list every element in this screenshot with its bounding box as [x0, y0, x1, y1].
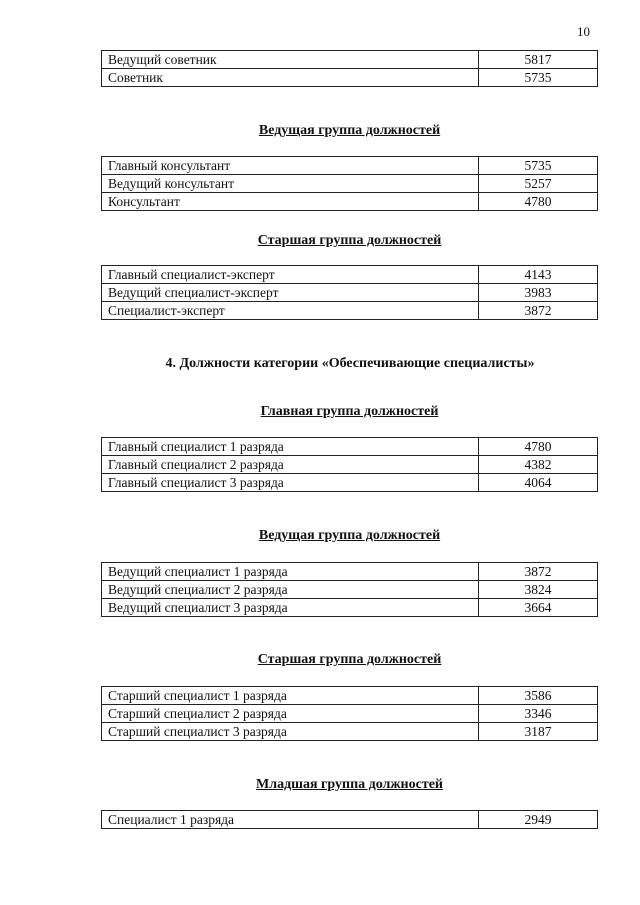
salary-table — [101, 437, 598, 492]
salary-value: 5735 — [479, 69, 598, 87]
table-row — [102, 474, 598, 492]
position-name: Специалист-эксперт — [102, 302, 479, 320]
salary-value: 3824 — [479, 581, 598, 599]
salary-value: 3872 — [479, 302, 598, 320]
position-name: Консультант — [102, 193, 479, 211]
salary-table-continuation — [101, 50, 598, 87]
table-row — [102, 51, 598, 69]
position-name: Ведущий специалист 1 разряда — [102, 563, 479, 581]
table-row — [102, 157, 598, 175]
salary-value: 2949 — [479, 811, 598, 829]
salary-table — [101, 265, 598, 320]
group-heading: Ведущая группа должностей — [258, 123, 441, 138]
salary-value: 3187 — [479, 723, 598, 741]
table-row — [102, 266, 598, 284]
section-title: 4. Должности категории «Обеспечивающие специалисты» — [165, 356, 535, 371]
salary-table — [101, 810, 598, 829]
group-heading: Главная группа должностей — [260, 404, 439, 419]
group-heading: Старшая группа должностей — [257, 233, 442, 248]
salary-table — [101, 686, 598, 741]
position-name: Ведущий советник — [102, 51, 479, 69]
table-row — [102, 302, 598, 320]
salary-value: 3983 — [479, 284, 598, 302]
table-row — [102, 193, 598, 211]
salary-value: 4382 — [479, 456, 598, 474]
group-heading: Младшая группа должностей — [256, 777, 443, 792]
salary-value: 3872 — [479, 563, 598, 581]
position-name: Главный специалист-эксперт — [102, 266, 479, 284]
group-heading: Ведущая группа должностей — [258, 528, 441, 543]
position-name: Старший специалист 2 разряда — [102, 705, 479, 723]
table-row — [102, 811, 598, 829]
table-row — [102, 581, 598, 599]
table-row — [102, 687, 598, 705]
salary-table — [101, 562, 598, 617]
group-heading: Старшая группа должностей — [257, 652, 442, 667]
salary-table — [101, 156, 598, 211]
salary-value: 5735 — [479, 157, 598, 175]
salary-value: 5257 — [479, 175, 598, 193]
table-row — [102, 69, 598, 87]
position-name: Ведущий специалист 3 разряда — [102, 599, 479, 617]
table-row — [102, 723, 598, 741]
position-name: Главный консультант — [102, 157, 479, 175]
page-number: 10 — [577, 24, 590, 39]
position-name: Старший специалист 3 разряда — [102, 723, 479, 741]
salary-value: 3664 — [479, 599, 598, 617]
salary-value: 4064 — [479, 474, 598, 492]
salary-value: 4780 — [479, 193, 598, 211]
position-name: Ведущий консультант — [102, 175, 479, 193]
table-row — [102, 599, 598, 617]
salary-value: 4143 — [479, 266, 598, 284]
position-name: Главный специалист 1 разряда — [102, 438, 479, 456]
position-name: Ведущий специалист 2 разряда — [102, 581, 479, 599]
position-name: Старший специалист 1 разряда — [102, 687, 479, 705]
table-row — [102, 438, 598, 456]
position-name: Главный специалист 3 разряда — [102, 474, 479, 492]
position-name: Специалист 1 разряда — [102, 811, 479, 829]
salary-value: 3586 — [479, 687, 598, 705]
position-name: Ведущий специалист-эксперт — [102, 284, 479, 302]
salary-value: 5817 — [479, 51, 598, 69]
position-name: Советник — [102, 69, 479, 87]
table-row — [102, 284, 598, 302]
table-row — [102, 563, 598, 581]
table-row — [102, 175, 598, 193]
salary-value: 3346 — [479, 705, 598, 723]
position-name: Главный специалист 2 разряда — [102, 456, 479, 474]
table-row — [102, 705, 598, 723]
salary-value: 4780 — [479, 438, 598, 456]
table-row — [102, 456, 598, 474]
